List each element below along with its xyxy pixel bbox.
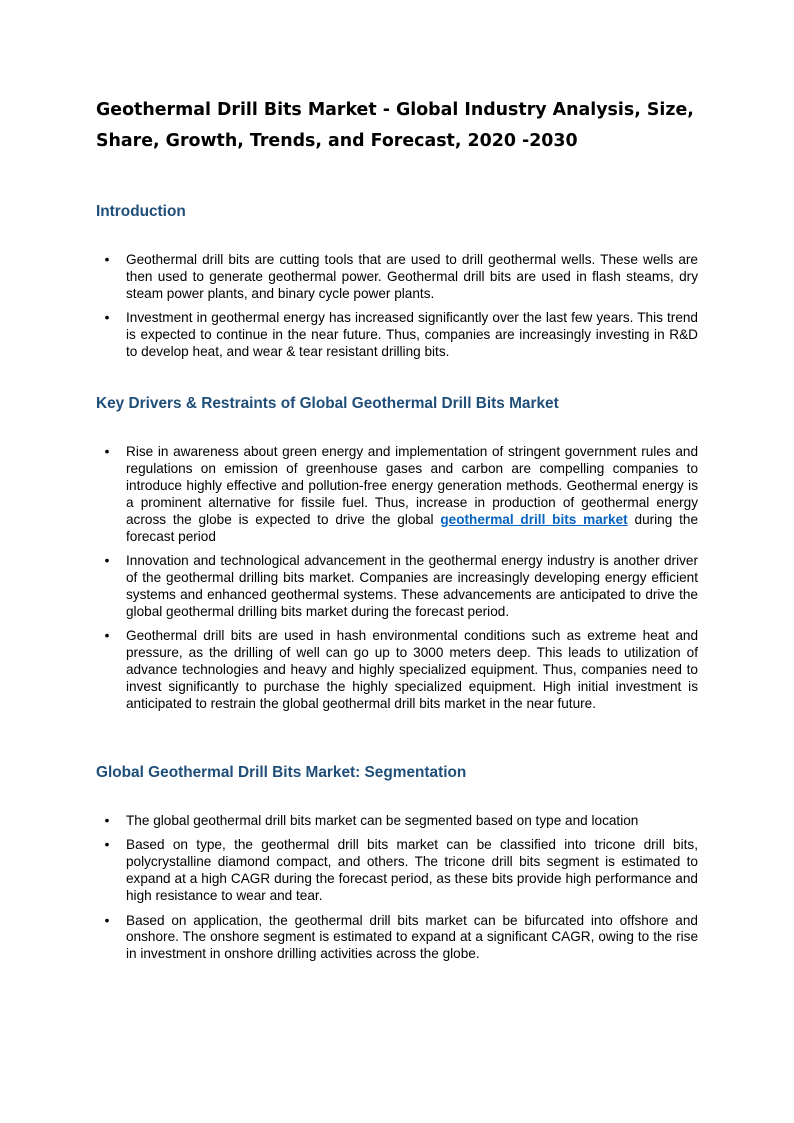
list-item-text: Rise in awareness about green energy and implementation of stringent government rules and regulations on emission of greenhouse gases and carbon are compelling companies to introduce highly effective and pollution-free energy generation methods. Geothermal energy is a prominent alternative for fissile fuel. Thus, increase in production of geothermal energy across the globe is expected to drive the global [126, 444, 698, 527]
list-item-text: Innovation and technological advancement in the geothermal energy industry is another driver of the geothermal drilling bits market. Companies are increasingly developing energy efficient systems and enhanced geothermal systems. These advancements are anticipated to drive the global geothermal drilling bits market during the forecast period. [126, 552, 698, 619]
list-item-text: Geothermal drill bits are used in hash environmental conditions such as extreme heat and pressure, as the drilling of well can go up to 3000 meters deep. This leads to utilization of advance technologies and heavy and highly specialized equipment. Thus, companies need to invest significantly to purchase the highly specialized equipment. High initial investment is anticipated to restrain the global geothermal drill bits market in the near future. [126, 628, 698, 711]
section-heading-segmentation: Global Geothermal Drill Bits Market: Segmentation [96, 764, 467, 781]
list-item-text: Geothermal drill bits are cutting tools that are used to drill geothermal wells. These wells are then used to generate geothermal power. Geothermal drill bits are used in flash steams, dry steam power plants, and binary cycle power plants. [126, 252, 698, 301]
bullet-icon: • [104, 552, 110, 568]
list-item-text: Based on type, the geothermal drill bits market can be classified into tricone drill bits, polycrystalline diamond compact, and others. The tricone drill bits segment is estimated to expand at a high CAGR during the forecast period, as these bits provide high performance and high resistance to wear and tear. [126, 837, 698, 904]
list-item [96, 813, 698, 830]
list-item [96, 837, 698, 905]
list-item [96, 310, 698, 361]
list-item-text-continued: during the forecast period [126, 511, 699, 544]
list-item [96, 913, 698, 964]
list-item-text: Based on application, the geothermal drill bits market can be bifurcated into offshore and onshore. The onshore segment is estimated to expand at a significant CAGR, owing to the rise in investment in onshore drilling activities across the globe. [126, 912, 698, 962]
list-item [96, 628, 698, 713]
key-drivers-bullet-list [96, 444, 698, 720]
list-item-text: Investment in geothermal energy has increased significantly over the last few years. This trend is expected to continue in the near future. Thus, companies are increasingly investing in R&D to develop heat, and wear & tear resistant drilling bits. [126, 310, 698, 360]
geothermal-drill-bits-market-link[interactable]: geothermal drill bits market [440, 511, 628, 527]
section-heading-introduction: Introduction [96, 203, 186, 220]
introduction-bullet-list [96, 252, 698, 368]
bullet-icon: • [104, 444, 110, 459]
segmentation-bullet-list [96, 813, 698, 971]
bullet-icon: • [104, 310, 110, 326]
document-title: Geothermal Drill Bits Market - Global Industry Analysis, Size, Share, Growth, Trends, and Forecast, 2020 -2030 [96, 100, 694, 151]
bullet-icon: • [104, 813, 110, 828]
bullet-icon: • [104, 252, 110, 267]
section-heading-key-drivers: Key Drivers & Restraints of Global Geothermal Drill Bits Market [96, 395, 559, 412]
list-item [96, 252, 698, 303]
list-item [96, 553, 698, 621]
list-item [96, 444, 698, 545]
bullet-icon: • [104, 837, 110, 853]
list-item-text: The global geothermal drill bits market can be segmented based on type and location [126, 813, 639, 828]
bullet-icon: • [104, 628, 110, 644]
bullet-icon: • [104, 912, 110, 928]
